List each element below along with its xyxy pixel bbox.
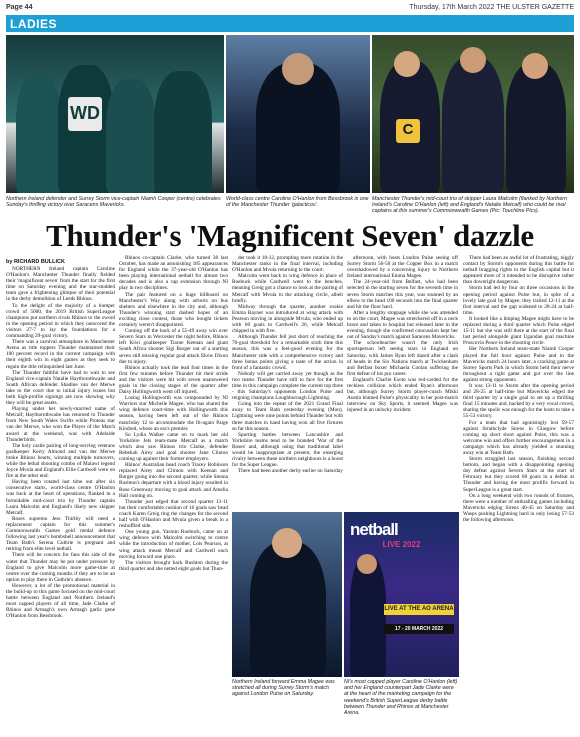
article-paragraph: On a long weekend with two rounds of fixtures, there were a number of enthralling games including Mavericks edging Sirens 40-45 on Saturday and Wasps pushing Lightning hard in only losing 57-53 the following afternoon.	[463, 492, 574, 524]
article-paragraph: Playing under her newly-married name of Metcalf, Haythornthwaite has returned to Thunder from New South Wales Swifts while Proteas star van der Merwe, who won the Player of the Match award at the weekend, was with Adelaide Thunderbirds.	[6, 406, 115, 443]
page-number: Page 44	[6, 4, 33, 11]
article-paragraph: After a lengthy stoppage while she was attended to on the court, Magee was stretchered off in a neck brace and taken to hospital but released later in the evening, though she confirmed concussion kept her out of Sunday's match against Saracens Mavericks.	[347, 309, 458, 341]
section-banner	[6, 15, 574, 32]
article-paragraph: The pair featured on a huge billboard on Manchester's Way along with adverts on bus shelters and elsewhere in the city and, although Thunder's winning start dashed hopes of an exciting close contest, those who bought tickets certainly weren't disappointed.	[119, 291, 228, 329]
article-paragraph: Rhinos' Australian head coach Tracey Robinson replaced Airey and Clinton with Keenan and Burger going into the second quarter, while Sienna Rushton's departure with a blood injury resulted in Rose Greenway moving to goal attack and Amelia Hall coming on.	[119, 462, 228, 499]
poster-dates: 17 - 20 MARCH 2022	[384, 624, 454, 634]
article-paragraph: Storm struggled last season, finishing second bottom, and began with a disappointing opening day defeat against Severn Stars at the start of February but they scored 68 goals in a defeat at Thunder and having the most prolific forward in SuperLeague is a great start.	[463, 456, 574, 493]
article-paragraph: Midway through the quarter, another rookie Emma Rayner was introduced at wing attack with Pearson moving in alongside Mvula, who ended up with 60 goals to Cardwell's 26, while Metcalf chipped in with five.	[232, 303, 343, 335]
article-paragraph: The holy castle pairing of long-serving veterans goalkeeper Kerry Almond and van der Merwe broke Rhinos hearts, winning multiple turnovers, while the lethal shooting combo of Malawi legend Joyce Mvula and England's Ellie Cardwell were on fire at the other end.	[6, 442, 115, 480]
article-paragraph: The schoolteacher wasn't the only Irish sportsperson left seeing stars in England on Saturday, with James Ryan left dazed after a clash of heads in the Six Nations match at Twickenham and Belfast boxer Michaela Conlan suffering the first defeat of his pro career.	[347, 340, 458, 377]
date-line: Thursday, 17th March 2022 THE ULSTER GAZETTE	[409, 4, 574, 11]
caption-ohanlon: World-class centre Caroline O'Hanlon from Bessbrook is one of the Manchester Thunder 'galacticos'.	[226, 196, 369, 209]
bib-c: C	[402, 121, 414, 138]
article-paragraph: There had been an awful lot of frustrating, niggly contact by Storm's opponents during this battle for netball bragging rights in the English capital but it appeared more of it intended to be disruptive rather than downright dangerous.	[463, 255, 574, 286]
article-column-4	[347, 255, 458, 507]
section-label: LADIES	[10, 17, 58, 31]
folio-bar	[6, 3, 574, 15]
article-paragraph: der took it 18-12, prompting more rotation in the Manchester ranks in the final interval, including O'Hanlon and Mvula returning to the court.	[232, 255, 343, 274]
photo-netball-live-poster	[344, 512, 459, 677]
poster-banner: LIVE AT THE AO ARENA	[384, 604, 454, 615]
poster-subtitle: LIVE 2022	[382, 540, 421, 549]
article-paragraph: There had been another derby earlier on Saturday	[238, 468, 343, 475]
caption-cooper: Northern Ireland defender and Surrey Storm vice-captain Niamh Cooper (centre) celebrates Sunday's thrilling victory over Saracens Mavericks.	[6, 196, 221, 209]
article-paragraph: The Thunder faithful have had to wait to see England vice-captain Natalie Haythornthwaite and South African defender Shadine van der Merwe take to the court due to initial injury issues but both high-profile signings are now showing why they will be great assets.	[6, 369, 115, 407]
article-paragraph: Storm had led by four on three occasions in the opening period against Pulse but, in spite of a lovely late goal by Magee, they trailed 12-11 at the first interval and the gap widened to 28-24 at half-time.	[463, 285, 574, 316]
caption-emma-magee: Northern Ireland forward Emma Magee was stretched all during Surrey Storm's match against London Pulse on Saturday.	[232, 679, 335, 698]
article-paragraph: The visitors brought back Rushton during the third quarter and she netted eight goals but Thun-	[119, 559, 228, 572]
article-paragraph: Rhinos co-captain Clarke, who turned 38 last October, has made an astonishing 185 appearances for England while the 37-year-old O'Hanlon has been playing international netball for almost two decades and is also a cap extension through NI play in two disciplines.	[119, 255, 228, 292]
article-paragraph: Her Northern Ireland team-mate Niamh Cooper played the full hour against Pulse and in the Mavericks match 24 hours later, a cracking game at Surrey Sports Park in which Storm held their nerve throughout a tight game and got over the line against strong opponents.	[463, 346, 574, 383]
article-paragraph: However, a lot of the promotional material in the build-up to this game focused on the mid-court battle between England and Northern Ireland's most capped players of all time, Jade Clarke of Rhinos and Armagh's own Armagh garlic gene O'Hanlon from Bessbrook.	[6, 582, 115, 620]
article-paragraph: For a team that had agonisingly lost 59-57 against Strathclyde Sirens in Glasgow before coming up short short against Pulse, this was a welcome win and offers further encouragement in a campaign which has already yielded a stunning away win at Team Bath.	[463, 419, 574, 456]
article-paragraph: Coming off the back of a 55-49 away win over Severn Stars in Worcester the night before, Rhinos left Kiwi goalkeeper Tiarne Keenan and giant South Africa shooter Sigi Burger out of a starting seven still missing regular goal attack Ekow Dixon due to injury.	[119, 328, 228, 365]
article-paragraph: afternoon, with hosts London Pulse seeing off Surrey Storm 56-50 at the Copper Box in a match overshadowed by a concerning injury to Northern Ireland international Emma Magee.	[347, 255, 458, 280]
article-paragraph: Nobody will get carried away yet though as the two teams Thunder have still to face for the first time in this campaign complete the current top three - this Saturday's opponents London Pulse and reigning champions Loughborough Lightning.	[232, 370, 343, 402]
article-paragraph: Having been rotated last time out after six consecutive starts, world-class centre O'Hanlon was back at the heart of operations, flanked in a formidable mid-court trio by Thunder captain Laura Malcolm and England's likely new skipper Metcalf.	[6, 479, 115, 516]
photo-ohanlon	[226, 35, 370, 193]
article-column-3	[232, 255, 343, 507]
article-paragraph: England's Charlie Esoto was red-carded for the reckless collision which ended Ryan's afternoon but, although Surrey Storm player-coach Mikki Austin blamed Pulse's physicality in her post-match interview on Sky Sports, it seemed Magee was injured in an unlucky incident.	[347, 376, 458, 414]
article-paragraph: The 24-year-old from Belfast, who had been selected in the starting seven for the seventh time in seven Storm matches this year, was stunned by an elbow to the head 100 seconds into the final quarter and hit the floor hard.	[347, 279, 458, 310]
article-paragraph: Going into the repeat of the 2021 Grand Final away to Team Bath yesterday evening (Mon), Lightning were nine points behind Thunder but with three matches in hand having won all five fixtures so far this season.	[232, 401, 343, 432]
article-paragraph: Roses supremo Jess Thirlby will need a replacement captain for this summer's Commonwealth Games gold medal defence following last year's bombshell announcement that Team Bath's Serena Guthrie is pregnant and retiring from elite level netball.	[6, 515, 115, 553]
article-column-2	[119, 255, 228, 734]
article-paragraph: There was a carnival atmosphere in Manchester Arena as title toppers Thunder maintained their 100 percent record in the current campaign with their eighth win in eight games as they seek to regain the title relinquished last June.	[6, 339, 115, 370]
caption-thunder-trio: Manchester Thunder's mid-court trio of skipper Laura Malcolm (flanked by Northern Ireland's Caroline O'Hanlon (left) and England's Natalie Metcalf) who could be rival captains at this summer's Commonwealth Games (Pic: Touchline Pics).	[372, 196, 568, 215]
article-paragraph: One young gun, Yasmin Roebuck, came on at wing defence with Malcolm switching to centre while the introduction of mother, Lois Pearson, at wing attack meant Metcalf and Cardwell each moving forward one place.	[119, 529, 228, 560]
poster-brand: netball	[350, 520, 398, 539]
article-column-5	[463, 255, 574, 734]
article-paragraph: Although Thunder fell just short of reaching the 70-goal threshold for a remarkable sixth time this season, this was a feel-good evening for the Manchester side with a comprehensive victory and three bonus points giving a taste of the action in front of a fantastic crowd.	[232, 334, 343, 371]
bib-wd: WD	[70, 103, 100, 123]
article-paragraph: So Lydia Walker came on to mark her old Yorkshire Jets team-mate Metcalf as a match which also saw Rhinos trio Clarke, defender Rebekah Airey and goal shooter Jane Clinton coming up against their former employers.	[119, 431, 228, 463]
caption-poster: NI's most capped player Caroline O'Hanlon (left) and her England counterpart Jade Clarke were at the heart of the marketing campaign for the weekend's British SuperLeague derby battle between Thunder and Rhinos at Manchester Arena.	[344, 679, 458, 717]
photo-cooper-celebration	[6, 35, 224, 193]
article-paragraph: To the delight of the majority of a bumper crowd of 5000, the 2019 British SuperLeague champions put northern rivals Rhinos to the sword in the opening period in which they outscored the visitors 27-7 to lay the foundations for a commanding 29-goal victory.	[6, 302, 115, 340]
article-paragraph: It looked like a limping Magee might have to be replaced during a third quarter which Pulse edged 15-11 but she was still there at the start of the final last period alongside giant Ugandan goal machine Proscovia Peace in the shooting circle.	[463, 315, 574, 347]
article-paragraph: There will be concern for fans this side of the water that Thunder may be put under pressure by England to give Malcolm more game-time at centre over the coming months if they are to be an option to play there in Guthrie's absence.	[6, 552, 115, 583]
article-paragraph: Sporting battles between Lancashire and Yorkshire teams tend to be branded 'War of the Roses' and, although using that traditional label would be inappropriate at present, the emerging rivalry between these northern neighbours is a boost for the Super League.	[232, 431, 343, 469]
article-paragraph: Thunder just edged that second quarter 13-11 but their comfortable cushion of 16 goals saw head coach Karen Greig ring the changes for the second half with O'Hanlon and Mvula given a break in a reshuffled side.	[119, 498, 228, 530]
article-paragraph: NORTHERN Ireland captain Caroline O'Hanlon's Manchester Thunder finally fielded their 'magnificent seven' from the start for the first time on Saturday evening and the star-studded team gave a frightening glimpse of their potential in the derby demolition of Leeds Rhinos.	[6, 266, 115, 303]
article-column-1	[6, 266, 115, 734]
photo-emma-magee	[232, 512, 342, 677]
article-paragraph: Rhinos actually took the lead four times in the first few minutes before Thunder hit their stride and the visitors were hit with seven unanswered goals in the closing stages of the quarter after Daisy Hollingworth went off injured.	[119, 364, 228, 396]
byline: by RICHARD BULLICK	[6, 259, 65, 265]
article-paragraph: It was 13-11 to Storm after the opening period and 28-25 at half-time but Mavericks edged the third quarter by a single goal to set up a thrilling final 15 minutes and, backed by a very vocal crowd, sharing the spoils was enough for the hosts to take a 55-53 victory.	[463, 382, 574, 420]
article-paragraph: Losing Hollingworth was compounded by NI Warriors star Michelle Magee, who has shared the wing defence court-time with Hollingworth this season, having been left out of the Rhinos matchday 12 to accommodate the fit-again Paige Kindred, whose an era's premier.	[119, 395, 228, 432]
article-paragraph: Malcolm went back to wing defence in place of Roebuck while Cardwell went to the benches, meaning Greig got a chance to look at the pairing of Metcalf with Mvula in the attacking circle, albeit briefly.	[232, 273, 343, 304]
headline: Thunder's 'Magnificent Seven' dazzle	[46, 218, 534, 253]
photo-thunder-trio	[372, 35, 574, 193]
